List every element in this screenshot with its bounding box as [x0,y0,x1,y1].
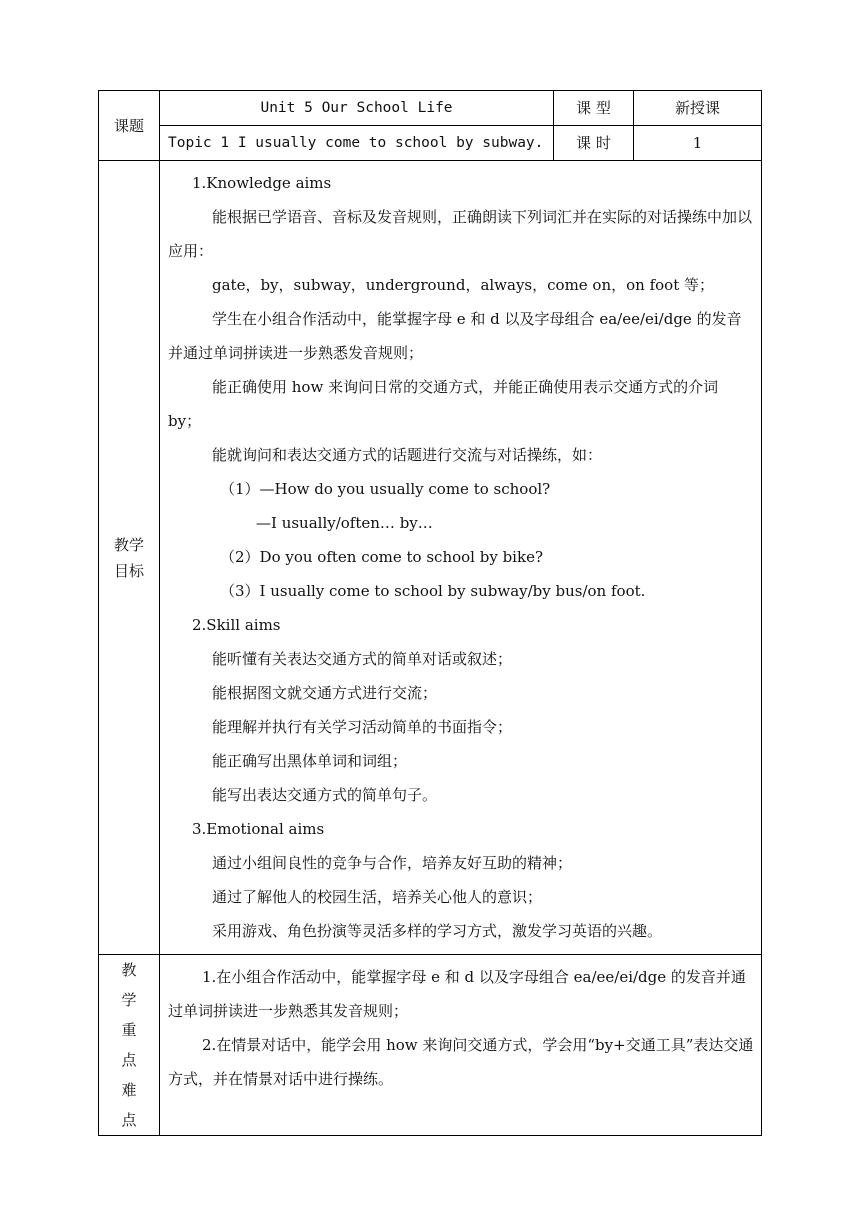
lesson-type-label: 课 型 [554,91,634,126]
period-label: 课 时 [554,126,634,161]
example-reply: —I usually/often… by… [256,514,433,532]
example-sentence: （1）—How do you usually come to school? [220,480,551,498]
emotional-item: 通过小组间良性的竞争与合作，培养友好互助的精神； [212,854,573,872]
emotional-item: 采用游戏、角色扮演等灵活多样的学习方式，激发学习英语的兴趣。 [212,922,663,940]
unit-title: Unit 5 Our School Life [160,91,554,126]
topic-title: Topic 1 I usually come to school by subway. [160,126,554,161]
lesson-type-value: 新授课 [634,91,762,126]
objectives-label-line2: 目标 [113,561,144,580]
objectives-content [160,161,762,955]
knowledge-heading: 1.Knowledge aims [192,174,332,192]
example-sentence: （2）Do you often come to school by bike? [220,548,543,566]
example-sentence: （3）I usually come to school by subway/by bus/on foot. [220,582,646,600]
key-points-label [99,955,160,1136]
knowledge-paragraph: 能就询问和表达交通方式的话题进行交流与对话操练，如： [212,446,603,464]
emotional-heading: 3.Emotional aims [192,820,325,838]
skill-heading: 2.Skill aims [192,616,281,634]
lesson-plan-table [98,90,762,1136]
key-points-label-line2: 重 点 [121,1021,147,1069]
key-points-content [160,955,762,1136]
key-points-label-line3: 难 点 [121,1081,147,1129]
key-point: 2.在情景对话中，能学会用 how 来询问交通方式，学会用“by+交通工具”表达交通方式，并在情景对话中进行操练。 [168,1036,754,1088]
skill-item: 能听懂有关表达交通方式的简单对话或叙述； [212,650,513,668]
objectives-label-line1: 教学 [113,535,144,554]
key-point: 1.在小组合作活动中，能掌握字母 e 和 d 以及字母组合 ea/ee/ei/dge 的发音并通过单词拼读进一步熟悉其发音规则； [168,968,746,1020]
knowledge-word-list: gate，by，subway，underground，always，come on，on foot 等； [212,276,714,294]
skill-item: 能写出表达交通方式的简单句子。 [212,786,438,804]
key-points-label-line1: 教 学 [121,961,147,1009]
skill-item: 能理解并执行有关学习活动简单的书面指令； [212,718,513,736]
objectives-label [99,161,160,955]
skill-item: 能根据图文就交通方式进行交流； [212,684,438,702]
skill-item: 能正确写出黑体单词和词组； [212,752,408,770]
knowledge-paragraph: 能正确使用 how 来询问日常的交通方式，并能正确使用表示交通方式的介词 by； [168,378,719,430]
knowledge-paragraph: 能根据已学语音、音标及发音规则，正确朗读下列词汇并在实际的对话操练中加以应用： [168,208,753,260]
knowledge-paragraph: 学生在小组合作活动中，能掌握字母 e 和 d 以及字母组合 ea/ee/ei/dge 的发音并通过单词拼读进一步熟悉发音规则； [168,310,742,362]
period-value: 1 [634,126,762,161]
topic-label: 课题 [99,91,160,161]
emotional-item: 通过了解他人的校园生活，培养关心他人的意识； [212,888,543,906]
